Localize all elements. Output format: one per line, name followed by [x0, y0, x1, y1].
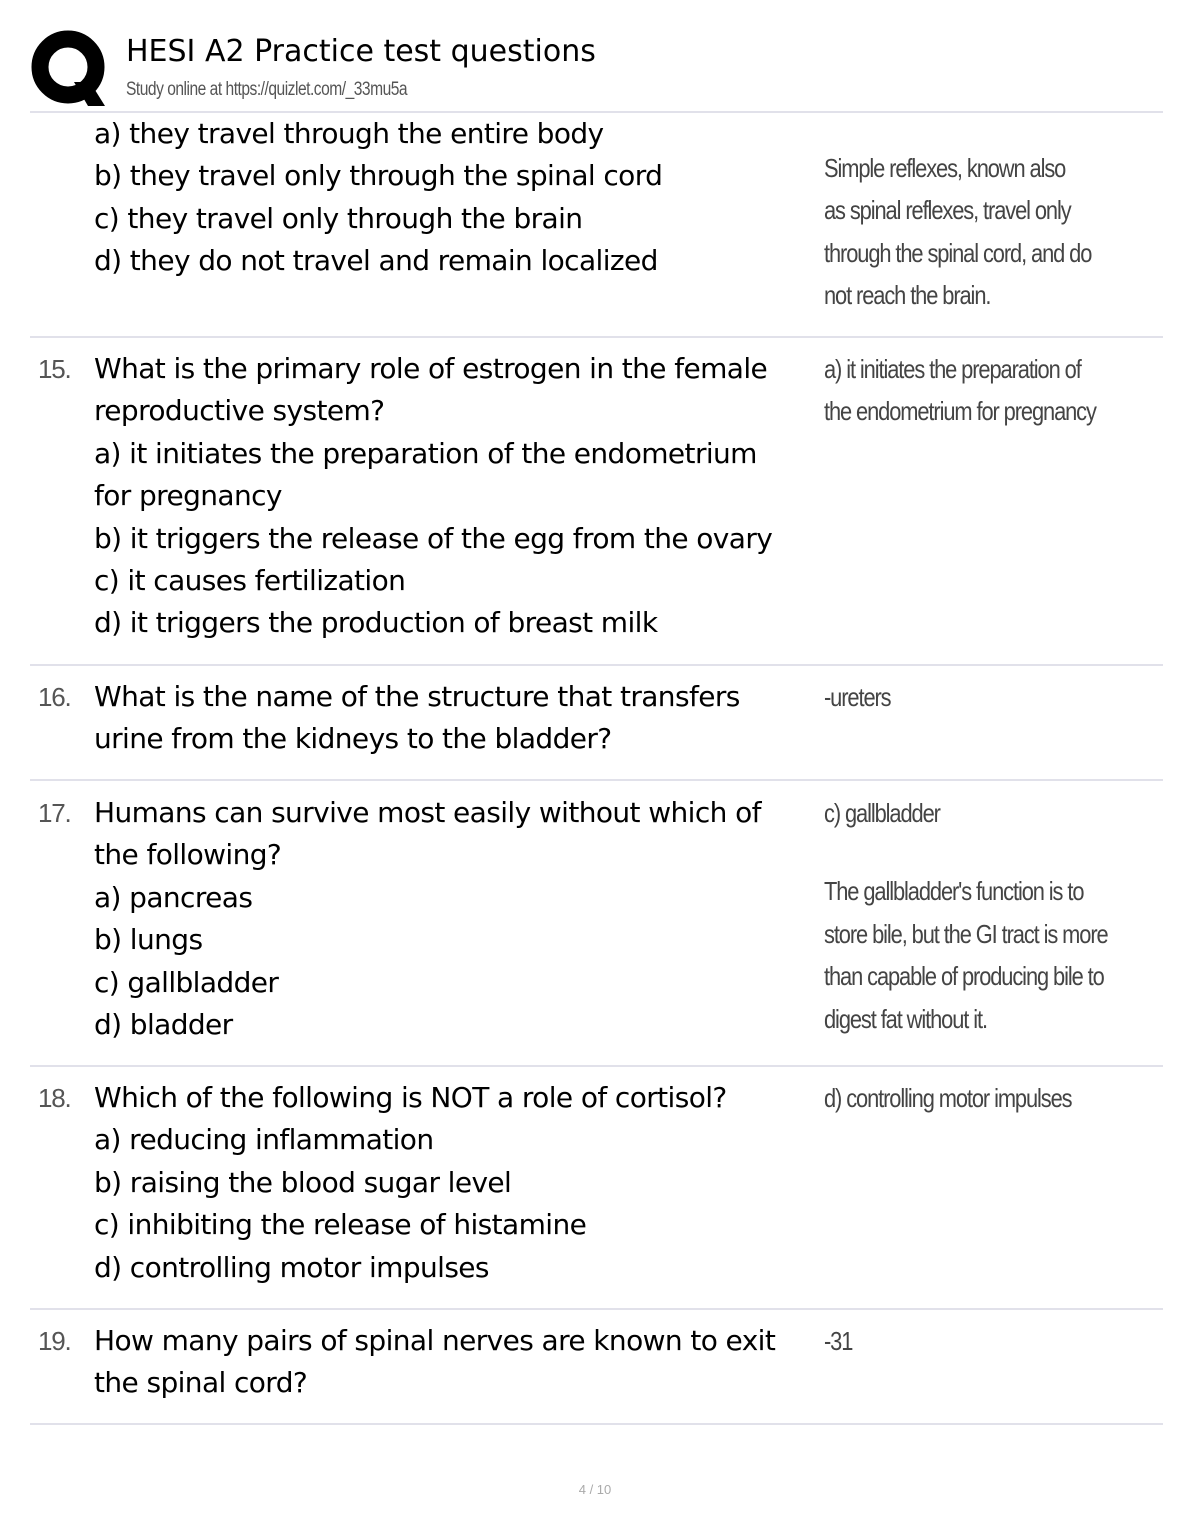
term-line: reproductive system?	[94, 394, 385, 428]
definition-note-line: The gallbladder's function is to	[824, 876, 1084, 907]
term-line: b) it triggers the release of the egg from the ovary	[94, 521, 773, 555]
definition-line: d) controlling motor impulses	[824, 1083, 1072, 1113]
term-line: c) gallbladder	[94, 965, 279, 999]
term-line: b) lungs	[94, 923, 203, 957]
term-line: What is the name of the structure that transfers	[94, 680, 740, 713]
term-line: d) controlling motor impulses	[94, 1250, 489, 1284]
term-line: c) they travel only through the brain	[94, 201, 583, 235]
definition-gap	[824, 834, 1110, 870]
card-definition	[824, 1077, 1110, 1119]
term-line: a) pancreas	[94, 880, 253, 914]
card-definition	[824, 676, 1110, 718]
definition-line: Simple reflexes, known also	[824, 153, 1066, 183]
definition-line: c) gallbladder	[824, 798, 940, 828]
card-definition	[824, 348, 1110, 433]
term-line: What is the primary role of estrogen in the female	[94, 352, 768, 385]
term-line: a) it initiates the preparation of the endometrium	[94, 436, 757, 470]
term-line: How many pairs of spinal nerves are known to exit	[94, 1324, 776, 1357]
divider	[30, 779, 1163, 781]
definition-note-line: store bile, but the GI tract is more	[824, 918, 1108, 949]
term-line: urine from the kidneys to the bladder?	[94, 722, 612, 756]
term-line: d) bladder	[94, 1008, 233, 1042]
card-number: 19.	[38, 1326, 71, 1356]
definition-line: not reach the brain.	[824, 280, 991, 311]
study-online-link[interactable]: Study online at https://quizlet.com/_33mu5a	[126, 79, 408, 100]
card-number: 15.	[38, 354, 71, 384]
term-line: a) they travel through the entire body	[94, 117, 604, 150]
card-term	[94, 348, 824, 645]
card-definition	[824, 792, 1110, 1040]
definition-note-line: than capable of producing bile to	[824, 961, 1104, 992]
term-line: b) they travel only through the spinal cord	[94, 159, 663, 193]
page-number: 4 / 10	[578, 1482, 612, 1497]
card-number: 17.	[38, 798, 71, 828]
definition-line: the endometrium for pregnancy	[824, 396, 1096, 427]
page-header	[0, 0, 1190, 112]
term-line: d) they do not travel and remain localized	[94, 244, 658, 278]
definition-line: a) it initiates the preparation of	[824, 354, 1081, 384]
definition-line: through the spinal cord, and do	[824, 237, 1092, 268]
document-title: HESI A2 Practice test questions	[126, 34, 596, 69]
term-line: c) inhibiting the release of histamine	[94, 1208, 587, 1242]
card-definition	[824, 147, 1110, 317]
divider	[30, 664, 1163, 666]
definition-line: -ureters	[824, 682, 891, 712]
card-number: 16.	[38, 682, 71, 712]
definition-note-line: digest fat without it.	[824, 1003, 987, 1034]
divider	[30, 336, 1163, 338]
quizlet-logo-icon	[30, 30, 108, 108]
divider	[30, 1065, 1163, 1067]
definition-line: as spinal reflexes, travel only	[824, 195, 1071, 226]
card-term	[94, 1077, 824, 1289]
term-line: b) raising the blood sugar level	[94, 1165, 512, 1199]
term-line: a) reducing inflammation	[94, 1123, 434, 1157]
divider	[30, 1308, 1163, 1310]
card-term	[94, 113, 824, 283]
term-line: the spinal cord?	[94, 1366, 308, 1400]
term-line: for pregnancy	[94, 479, 282, 513]
card-term	[94, 792, 824, 1046]
term-line: Humans can survive most easily without which of	[94, 796, 761, 829]
term-line: the following?	[94, 838, 282, 872]
divider	[30, 1423, 1163, 1425]
card-definition	[824, 1320, 1110, 1362]
term-line: d) it triggers the production of breast milk	[94, 606, 658, 640]
card-number: 18.	[38, 1083, 71, 1113]
term-line: c) it causes fertilization	[94, 564, 406, 598]
definition-line: -31	[824, 1326, 853, 1356]
card-term	[94, 1320, 824, 1405]
term-line: Which of the following is NOT a role of cortisol?	[94, 1081, 727, 1114]
card-term	[94, 676, 824, 761]
